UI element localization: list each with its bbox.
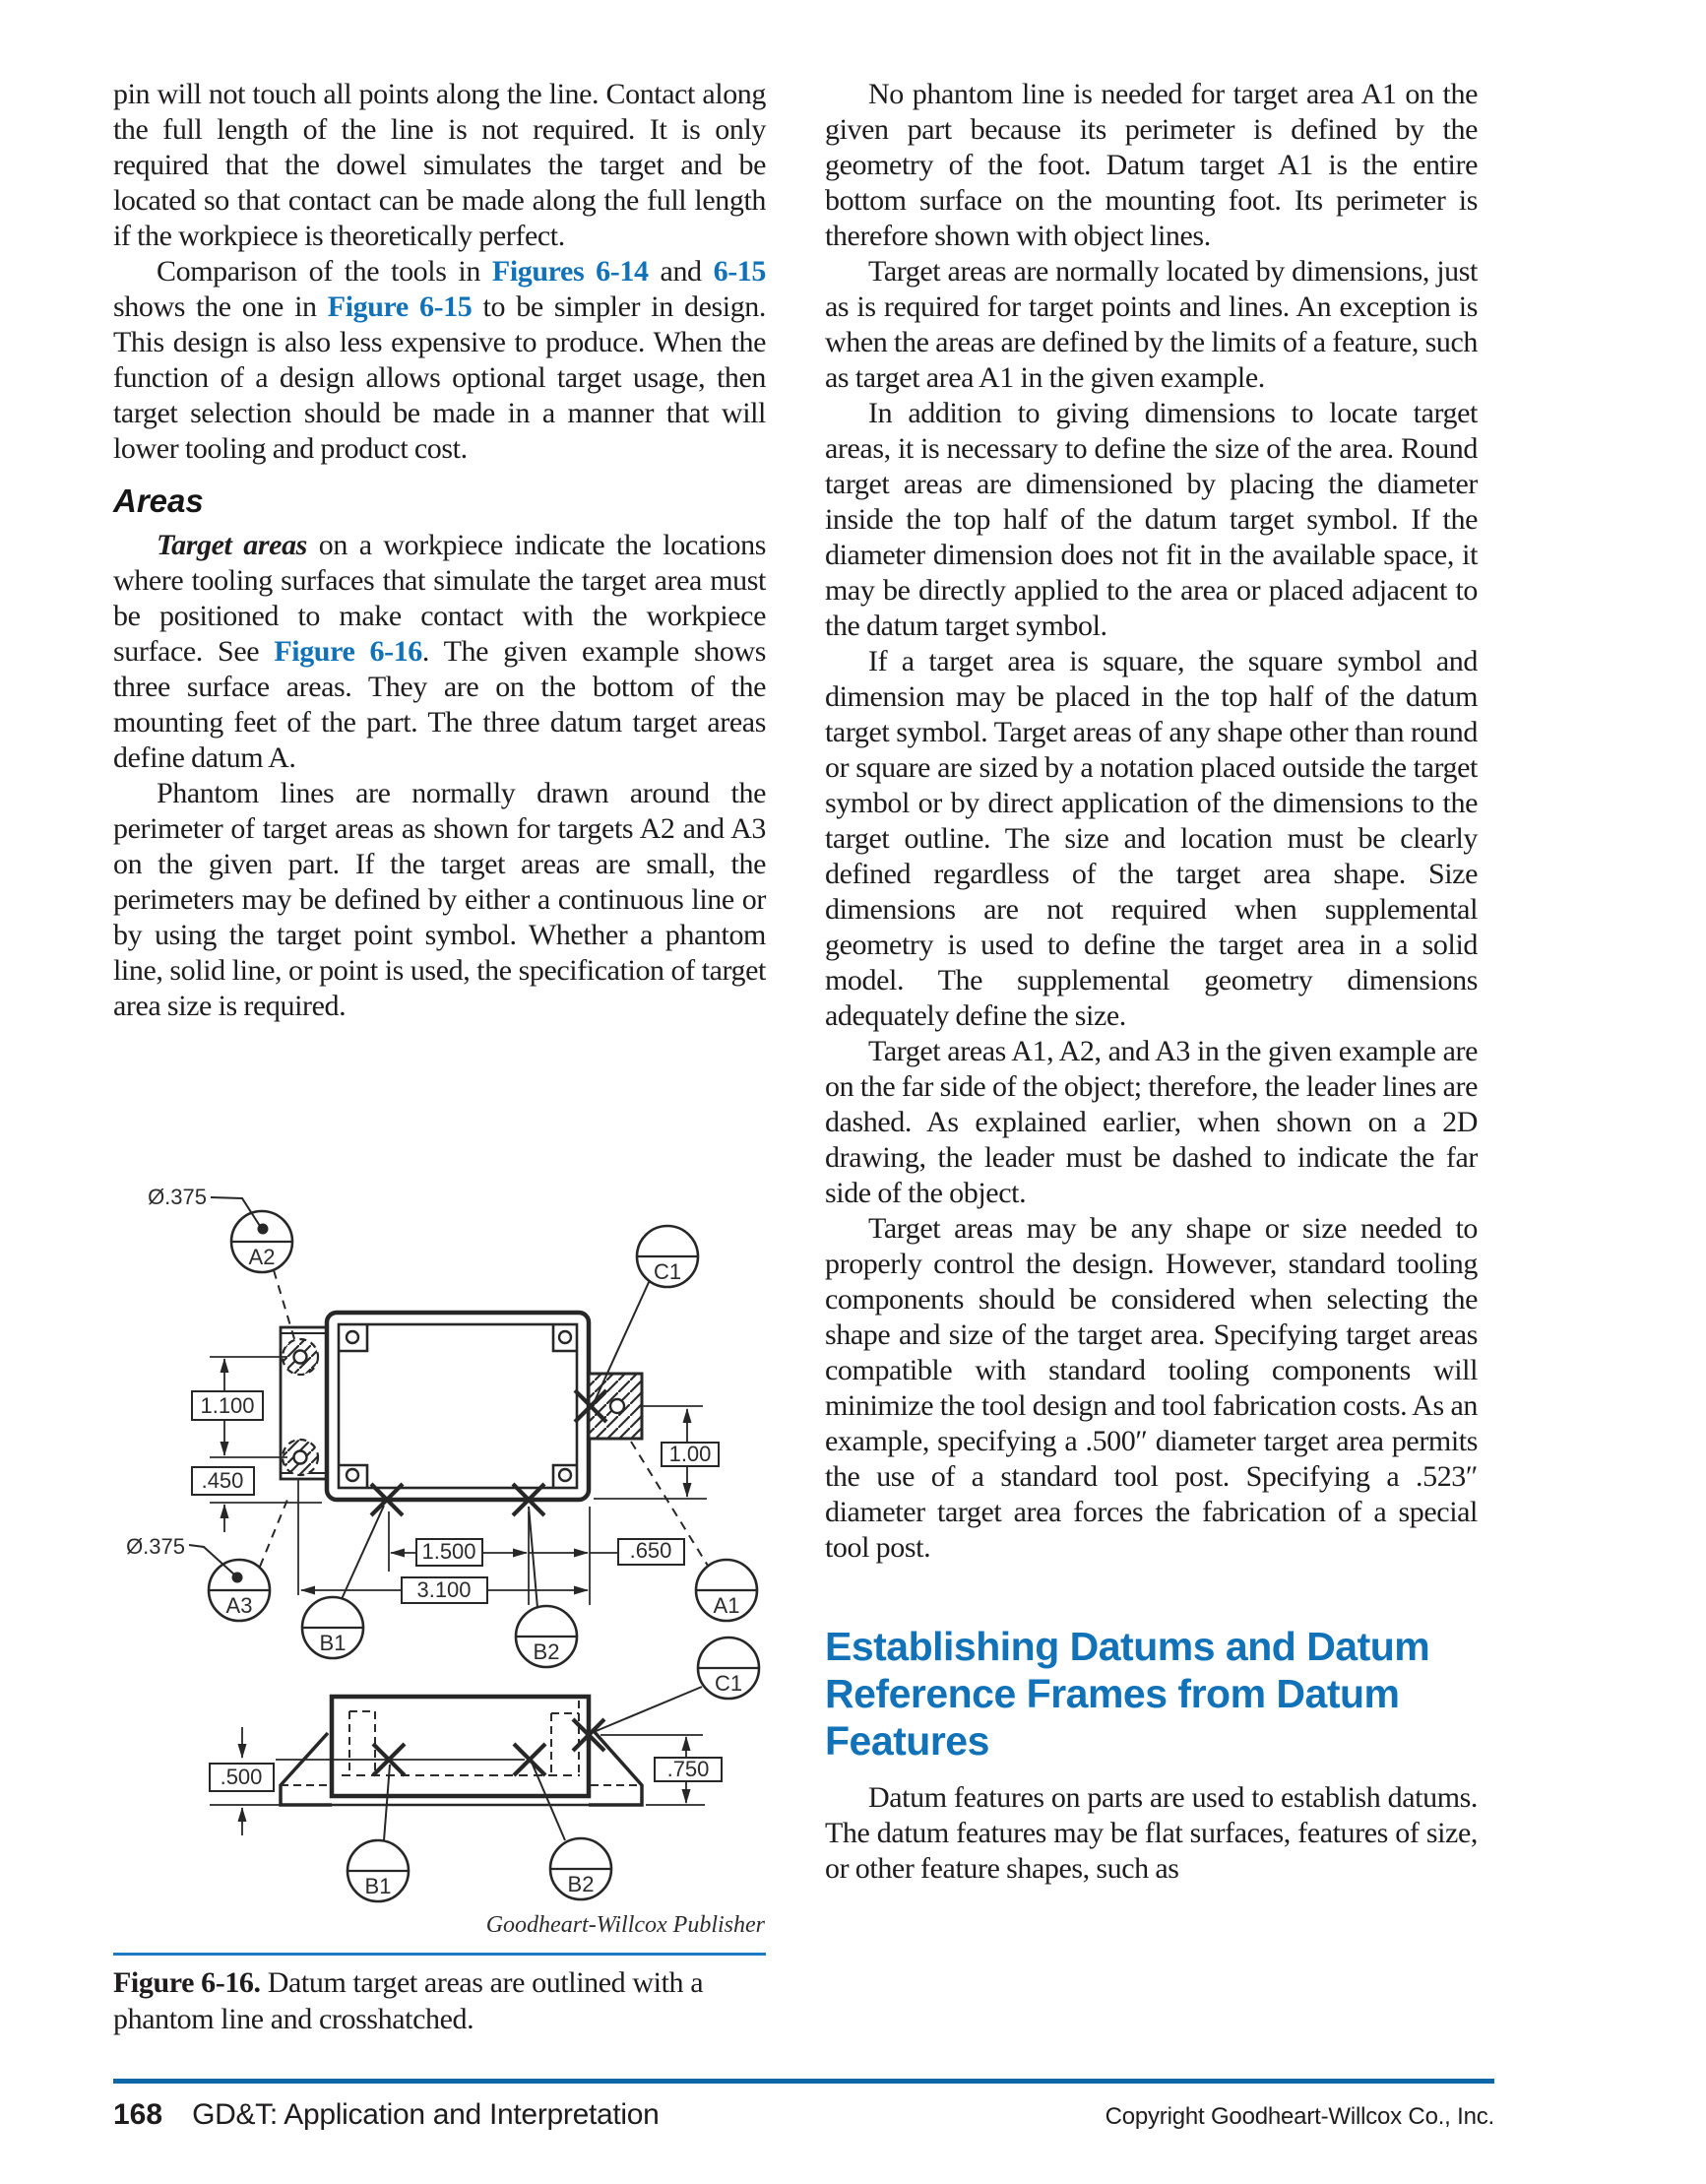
- balloon-b1-front-label: B1: [364, 1874, 392, 1898]
- footer-rule: [113, 2079, 1494, 2084]
- dim-1-100-label: 1.100: [200, 1393, 255, 1418]
- dimension-650: [529, 1538, 684, 1565]
- text-run: on a workpiece indicate the locations where tooling surfaces that simulate the target area must be positioned to make contact with the workpiece surface. See: [113, 529, 767, 668]
- balloon-a3: [209, 1495, 289, 1621]
- paragraph: Target areas may be any shape or size needed to properly control the design. However, standard tooling components should be considered when selecting the shape and size of the target area. Specifying target areas compatible with standard tooling components will minimize the tool design and tool fabrication costs. As an example, specifying a .500″ diameter target area permits the use of a standard tool post. Specifying a .523″ diameter target area forces the fabrication of a special tool post.: [825, 1212, 1478, 1564]
- figure-caption-text: Datum target areas are outlined with a phantom line and crosshatched.: [113, 1966, 704, 2035]
- paragraph: Target areas A1, A2, and A3 in the given example are on the far side of the object; therefore, the leader lines are dashed. As explained earlier, when shown on a 2D drawing, the leader must be dashed to indicate the far side of the object.: [825, 1035, 1478, 1209]
- balloon-a3-label: A3: [225, 1593, 253, 1618]
- balloon-c1-front: [594, 1638, 759, 1732]
- paragraph: pin will not touch all points along the line. Contact along the full length of the line is not required. It is only required that the dowel simulates the target and be located so that contact can be made along the full length if the workpiece is theoretically perfect.: [113, 78, 766, 252]
- datum-target-areas-drawing: [98, 1132, 807, 1959]
- caption-divider: [113, 1953, 766, 1956]
- text-run: . The given example shows three surface areas. They are on the bottom of the mounting feet of the part. The three datum target areas define datum A.: [113, 635, 766, 774]
- dimension-450: [192, 1467, 254, 1532]
- balloon-a1: [631, 1442, 757, 1621]
- target-area-c1: [589, 1374, 642, 1439]
- copyright-notice: Copyright Goodheart-Willcox Co., Inc.: [1105, 2103, 1494, 2130]
- key-term: Target areas: [157, 529, 307, 561]
- paragraph: [113, 254, 766, 467]
- dim-750-label: .750: [666, 1757, 710, 1781]
- left-column: [113, 77, 766, 1024]
- text-run: shows the one in: [113, 290, 328, 323]
- paragraph: Datum features on parts are used to establish datums. The datum features may be flat surfaces, features of size, or other feature shapes, such as: [825, 1781, 1478, 1885]
- dimension-750: [600, 1735, 722, 1805]
- dim-500-label: .500: [220, 1765, 263, 1789]
- paragraph: If a target area is square, the square symbol and dimension may be placed in the top half of the datum target symbol. Target areas of any shape other than round or square are sized by a notation placed outside the target symbol or by direct application of the dimensions to the target outline. The size and location must be clearly defined regardless of the target area shape. Size dimensions are not required when supplemental geometry is used to define the target area in a solid model. The supplemental geometry dimensions adequately define the size.: [825, 645, 1478, 1032]
- balloon-b1-top: [302, 1506, 384, 1658]
- figure-reference-link[interactable]: Figure 6-16: [274, 635, 422, 668]
- dim-650-label: .650: [629, 1538, 672, 1563]
- section-heading-areas: Areas: [113, 482, 204, 519]
- dim-3-100-label: 3.100: [416, 1577, 472, 1602]
- dimension-1-500: [391, 1539, 527, 1566]
- balloon-b2-front-label: B2: [567, 1872, 595, 1896]
- figure-caption: [113, 1964, 766, 2037]
- target-x-marks-top-view: [371, 1390, 606, 1515]
- dimension-1-100: [192, 1359, 263, 1455]
- paragraph: No phantom line is needed for target area A1 on the given part because its perimeter is defined by the geometry of the foot. Datum target A1 is the entire bottom surface on the mounting foot. Its perimeter is therefore shown with object lines.: [825, 78, 1478, 252]
- front-view: [210, 1638, 759, 1901]
- leader-dia-a3: [189, 1545, 234, 1574]
- paragraph: Target areas are normally located by dimensions, just as is required for target points and lines. An exception is when the areas are defined by the limits of a feature, such as target area A1 in the given example.: [825, 255, 1478, 394]
- balloon-c1-label: C1: [653, 1259, 682, 1284]
- page-number: 168: [113, 2098, 163, 2131]
- dim-1-500-label: 1.500: [421, 1539, 476, 1564]
- dim-1-00-label: 1.00: [668, 1442, 712, 1466]
- paragraph: In addition to giving dimensions to locate target areas, it is necessary to define the size of the area. Round target areas are dimensioned by placing the diameter inside the top half of the datum target symbol. If the diameter dimension does not fit in the available space, it may be directly applied to the area or placed adjacent to the datum target symbol.: [825, 397, 1478, 642]
- page-footer: [113, 2098, 1494, 2132]
- balloon-b2-front: [533, 1765, 611, 1899]
- balloon-b2-label: B2: [533, 1639, 560, 1664]
- left-foot: [281, 1733, 332, 1805]
- publisher-credit: Goodheart-Willcox Publisher: [485, 1912, 765, 1938]
- balloon-a2: [231, 1211, 295, 1342]
- figure-reference-link[interactable]: Figures 6-14: [491, 255, 649, 288]
- balloon-b2-top: [516, 1507, 577, 1667]
- balloon-c1-front-label: C1: [714, 1671, 743, 1696]
- figure-caption-label: Figure 6-16.: [113, 1966, 261, 1999]
- top-view: [126, 1185, 757, 1667]
- balloon-b1-label: B1: [319, 1631, 347, 1655]
- figure-reference-link[interactable]: Figure 6-15: [327, 290, 473, 323]
- target-x-marks-front-view: [373, 1719, 604, 1775]
- dimension-1-00: [662, 1409, 719, 1497]
- front-body-outline: [332, 1697, 589, 1796]
- figure-6-16-drawing: [98, 1132, 807, 1959]
- dimension-500: [210, 1727, 281, 1835]
- balloon-b1-front: [348, 1765, 409, 1901]
- target-area-a3: [283, 1440, 318, 1475]
- dim-450-label: .450: [201, 1468, 244, 1493]
- diameter-callout-a3: Ø.375: [126, 1534, 185, 1559]
- text-run: to be simpler in design. This design is also less expensive to produce. When the function of a design allows optional target usage, then target selection should be made in a manner that will lower tooling and product cost.: [113, 290, 766, 465]
- corner-brackets: [339, 1324, 577, 1488]
- diameter-callout-a2: Ø.375: [148, 1185, 207, 1209]
- paragraph: [113, 528, 766, 776]
- book-title: GD&T: Application and Interpretation: [192, 2098, 660, 2131]
- figure-reference-link[interactable]: 6-15: [713, 255, 766, 288]
- balloon-a1-label: A1: [713, 1593, 740, 1618]
- hidden-lines: [281, 1701, 638, 1785]
- balloon-a2-label: A2: [248, 1245, 276, 1269]
- paragraph: Phantom lines are normally drawn around the perimeter of target areas as shown for targets A2 and A3 on the given part. If the target areas are small, the perimeters may be defined by either a continuous line or by using the target point symbol. Whether a phantom line, solid line, or point is used, the specification of target area size is required.: [113, 777, 766, 1022]
- part-inner-outline: [339, 1324, 577, 1488]
- right-column: [825, 77, 1478, 1887]
- text-run: and: [648, 255, 714, 288]
- chapter-heading: Establishing Datums and Datum Reference Frames from Datum Features: [825, 1624, 1430, 1764]
- target-area-a2: [283, 1339, 318, 1375]
- text-run: Comparison of the tools in: [157, 255, 492, 288]
